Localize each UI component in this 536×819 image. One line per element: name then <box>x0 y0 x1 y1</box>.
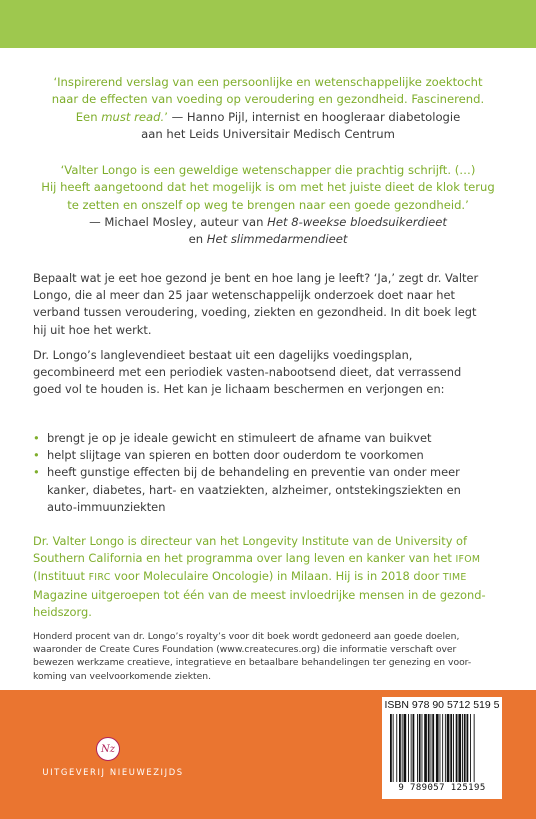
quote-text: Een <box>75 109 102 124</box>
ean-digits: 9 789057 125195 <box>398 783 486 793</box>
diet-paragraph <box>33 347 511 399</box>
barcode-bar <box>458 714 461 782</box>
quote-line: ‘Inspirerend verslag van een persoonlijke en wetenschappelijke zoektocht <box>53 75 483 89</box>
barcode-bar <box>470 714 471 782</box>
barcode-bar <box>436 714 439 782</box>
quote-line: naar de effecten van voeding op veroudering en gezondheid. Fascinerend. <box>51 92 485 107</box>
quote-author-affiliation: aan het Leids Universitair Medisch Centrum <box>141 126 395 141</box>
barcode-bar <box>404 714 407 782</box>
quote-line: te zetten en onszelf op weg te brengen naar een goede gezondheid.’ <box>67 197 469 212</box>
list-item-text: brengt je op je ideale gewicht en stimuleert de afname van buikvet <box>47 431 432 445</box>
bullet-marker: • <box>33 448 40 463</box>
barcode-bar <box>422 714 423 782</box>
quote-attribution-line <box>28 109 508 126</box>
intro-paragraph <box>33 270 511 339</box>
benefits-list <box>33 430 511 516</box>
text-line: hij uit hoe het werkt. <box>33 322 152 337</box>
barcode-bar <box>402 714 403 782</box>
list-item-text: helpt slijtage van spieren en botten door ouderdom te voorkomen <box>47 448 424 463</box>
text-line: Dr. Valter Longo is directeur van het Longevity Institute van de University of <box>33 534 468 548</box>
publisher-logo-icon: Nz <box>96 737 120 761</box>
quote-author: — Michael Mosley, auteur van <box>89 214 268 229</box>
quote-author-line <box>28 214 508 231</box>
barcode-bar <box>399 714 401 782</box>
barcode-bar <box>453 714 454 782</box>
barcode-bar <box>456 714 458 782</box>
list-item-text: heeft gunstige effecten bij de behandeling en preventie van onder meer <box>47 465 460 480</box>
royalty-notice <box>33 630 508 683</box>
barcode-bar <box>474 714 475 782</box>
barcode-bar <box>411 714 412 782</box>
barcode-bar <box>408 714 409 782</box>
text-line: Bepaalt wat je eet hoe gezond je bent en hoe lang je leeft? ‘Ja,’ zegt dr. Valter <box>33 271 479 285</box>
bullet-marker: • <box>33 431 40 445</box>
list-item <box>33 464 511 516</box>
barcode-bar <box>445 714 446 782</box>
isbn-label: ISBN 978 90 5712 519 5 <box>384 699 500 711</box>
text-line: koming van veelvoorkomende ziekten. <box>33 670 212 682</box>
barcode-bar <box>419 714 421 782</box>
list-item <box>33 430 511 447</box>
barcode-bar <box>424 714 427 782</box>
barcode-bar <box>440 714 441 782</box>
barcode-bar <box>413 714 415 782</box>
barcode-bar <box>447 714 450 782</box>
book-title: Het slimmedarmendieet <box>206 232 348 247</box>
barcode-bars <box>390 714 498 782</box>
text-span: voor Moleculaire Oncologie) in Milaan. Hij is in 2018 door <box>110 569 443 584</box>
text-line: goed vol te houden is. Het kan je lichaam beschermen en verjongen en: <box>33 382 445 397</box>
text-line: Honderd procent van dr. Longo’s royalty’s voor dit boek wordt gedoneerd aan goede doelen, <box>33 631 460 642</box>
barcode-bar <box>467 714 469 782</box>
acronym-firc: FIRC <box>88 572 111 584</box>
conjunction: en <box>188 232 207 247</box>
bullet-marker: • <box>33 465 40 480</box>
text-line: Magazine uitgeroepen tot één van de meest invloedrijke mensen in de gezond- <box>33 587 486 602</box>
text-line <box>33 550 511 568</box>
quote-close-mark: ’ <box>164 109 168 124</box>
text-line: bewezen werkzame creatieve, integratieve en betaalbare behandelingen ter genezing en voor- <box>33 657 472 669</box>
barcode-bar <box>442 714 443 782</box>
barcode-bar <box>450 714 452 782</box>
barcode-bar <box>432 714 434 782</box>
quote-emphasis: must read. <box>101 109 165 124</box>
barcode-bar <box>462 714 463 782</box>
quote-line: ‘Valter Longo is een geweldige wetenschapper die prachtig schrijft. (…) <box>60 163 476 177</box>
quote-author: — Hanno Pijl, internist en hoogleraar diabetologie <box>167 109 461 124</box>
text-line: verband tussen veroudering, voeding, ziekten en gezondheid. In dit boek legt <box>33 305 477 320</box>
isbn-barcode <box>382 697 502 799</box>
barcode-bar <box>417 714 418 782</box>
author-bio <box>33 533 511 621</box>
barcode-bar <box>393 714 394 782</box>
text-line: waaronder de Create Cures Foundation (www.createcures.org) die informatie verschaft over <box>33 644 457 656</box>
text-line: Dr. Longo’s langlevendieet bestaat uit een dagelijks voedingsplan, <box>33 348 413 362</box>
barcode-bar <box>464 714 466 782</box>
list-item-text: kanker, diabetes, hart- en vaatziekten, alzheimer, ontstekingsziekten en <box>47 482 461 497</box>
barcode-bar <box>428 714 430 782</box>
book-title: Het 8-weekse bloedsuikerdieet <box>267 214 447 229</box>
text-line: heidszorg. <box>33 604 92 619</box>
text-line: Longo, die al meer dan 25 jaar wetenschappelijk onderzoek doet naar het <box>33 288 455 303</box>
acronym-time: TIME <box>442 572 467 584</box>
review-quote-pijl <box>28 74 508 143</box>
publisher-name: UITGEVERIJ NIEUWEZIJDS <box>42 767 184 777</box>
list-item-text: auto-immuunziekten <box>47 499 166 514</box>
acronym-ifom: IFOM <box>455 554 481 566</box>
text-line: gecombineerd met een periodiek vasten-nabootsend dieet, dat verrassend <box>33 365 462 380</box>
list-item <box>33 447 511 464</box>
text-span: Southern California en het programma over lang leven en kanker van het <box>33 551 456 566</box>
top-green-band <box>0 0 536 48</box>
review-quote-mosley <box>28 162 508 248</box>
barcode-bar <box>396 714 397 782</box>
barcode-bar <box>390 714 392 782</box>
barcode-bar <box>431 714 432 782</box>
text-span: (Instituut <box>33 569 89 584</box>
quote-author-line <box>28 231 508 248</box>
quote-line: Hij heeft aangetoond dat het mogelijk is om met het juiste dieet de klok terug <box>41 180 495 195</box>
text-line <box>33 568 511 586</box>
